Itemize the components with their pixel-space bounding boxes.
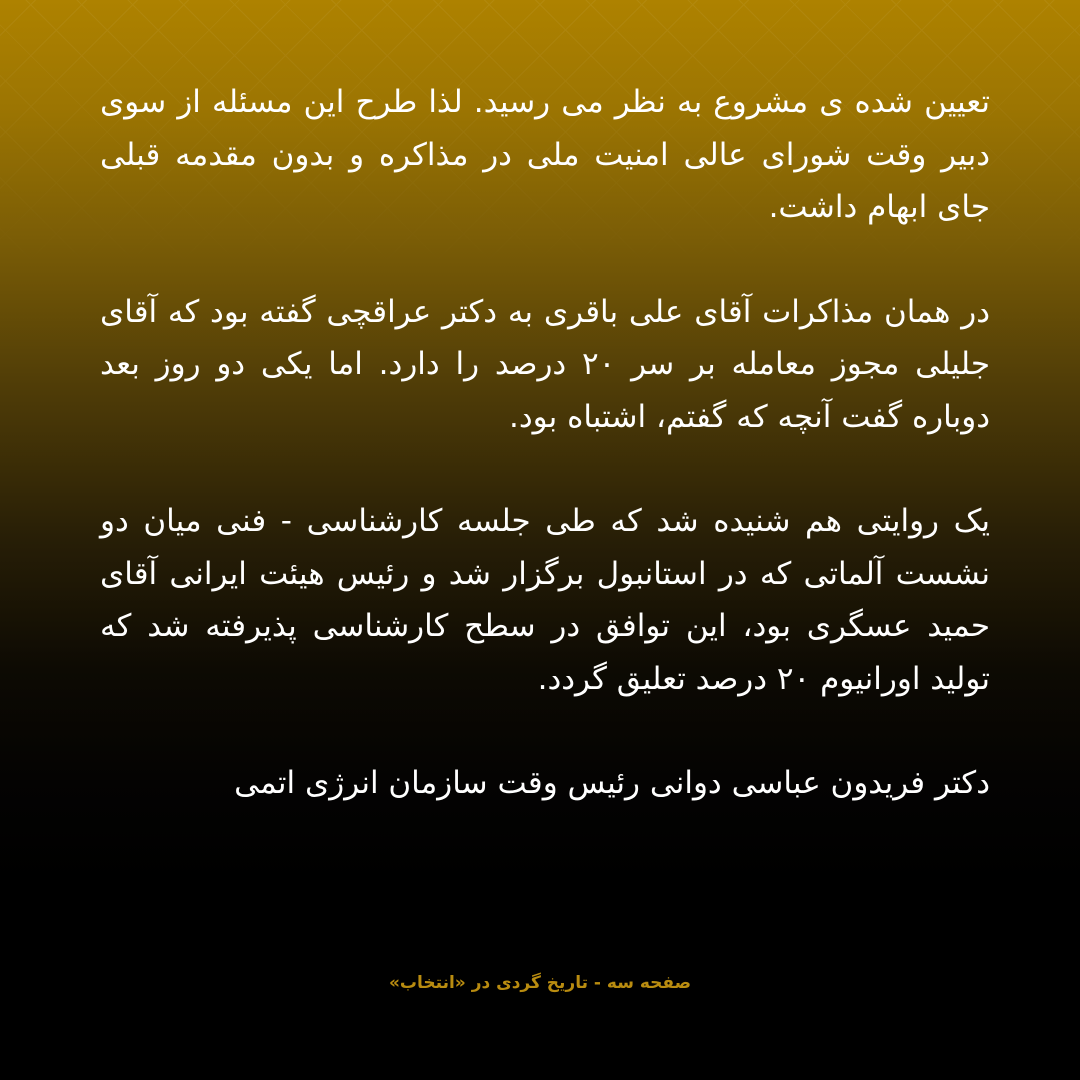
footer-caption: صفحه سه - تاریخ گردی در «انتخاب»	[388, 973, 692, 993]
article-body	[100, 76, 990, 810]
paragraph-1: تعیین شده ی مشروع به نظر می رسید. لذا طرح این مسئله از سوی دبیر وقت شورای عالی امنیت ملی در مذاکره و بدون مقدمه قبلی جای ابهام داشت.	[100, 84, 990, 225]
paragraph-3: یک روایتی هم شنیده شد که طی جلسه کارشناسی - فنی میان دو نشست آلماتی که در استانبول برگزار شد و رئیس هیئت ایرانی آقای حمید عسگری بود، این توافق در سطح کارشناسی پذیرفته شد که تولید اورانیوم ۲۰ درصد تعلیق گردد.	[100, 503, 990, 697]
paragraph-2: در همان مذاکرات آقای علی باقری به دکتر عراقچی گفته بود که آقای جلیلی مجوز معامله بر سر ۲۰ درصد را دارد. اما یکی دو روز بعد دوباره گفت آنچه که گفتم، اشتباه بود.	[100, 293, 991, 435]
paragraph-4: دکتر فریدون عباسی دوانی رئیس وقت سازمان انرژی اتمی	[234, 765, 990, 801]
